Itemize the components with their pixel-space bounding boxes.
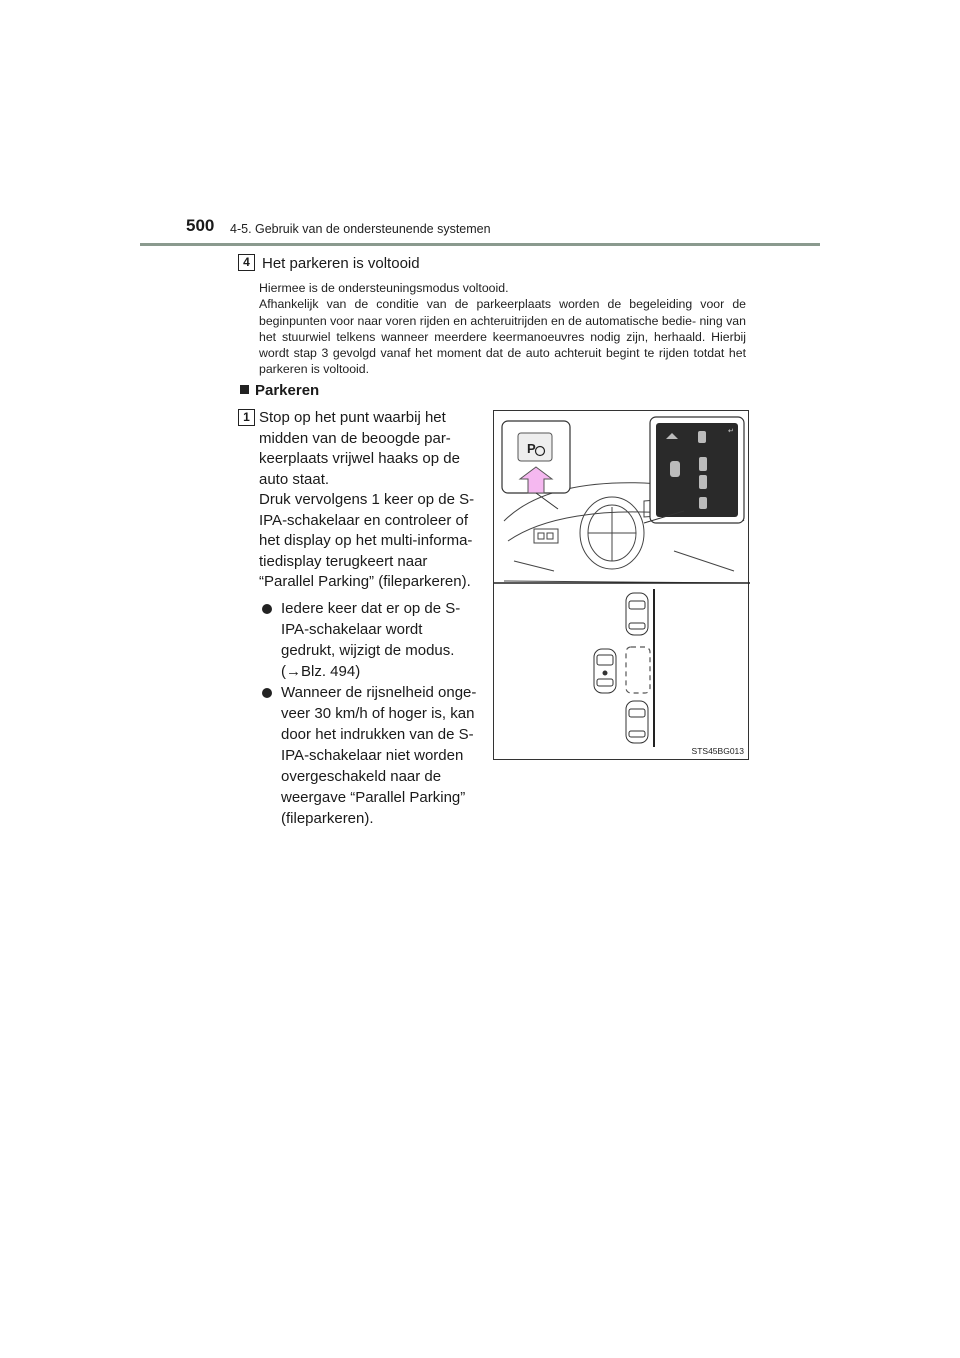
note-body: Afhankelijk van de conditie van de parkeerplaats worden de begeleiding voor de beginpunten voor naar voren rijden en achteruitrijden en de automatische bedie- ning van het stuurwiel telkens wanneer meerdere keermanoeuvres nodig zijn, herhaald. Hierbij wordt stap 3 gevolgd vanaf het moment dat de auto achteruit begint te rijden totdat het parkeren is voltooid.	[259, 297, 746, 377]
bullet-line: overgeschakeld naar de	[281, 768, 442, 785]
bullet-line: door het indrukken van de S-	[281, 726, 474, 743]
parkeren-heading	[240, 382, 319, 399]
step-1-line: tiedisplay terugkeert naar	[259, 552, 428, 570]
step-4-badge: 4	[238, 254, 255, 271]
figure-code: STS45BG013	[691, 746, 744, 756]
page-number: 500	[186, 216, 215, 235]
bullet-line: IPA-schakelaar wordt	[281, 621, 423, 638]
section-title: 4-5. Gebruik van de ondersteunende systemen	[230, 222, 491, 236]
step-1-line: “Parallel Parking” (fileparkeren).	[259, 573, 471, 590]
p-button-icon: P	[527, 441, 536, 456]
step-1-line: het display op het multi-informa-	[259, 532, 473, 549]
step-1-line: midden van de beoogde par-	[259, 429, 451, 447]
parking-illustration	[493, 410, 749, 760]
square-bullet-icon	[240, 385, 249, 394]
step-1-line: IPA-schakelaar en controleer of	[259, 511, 468, 529]
callout-pointer	[536, 493, 558, 509]
step-1-line: Druk vervolgens 1 keer op de S-	[259, 491, 475, 508]
bullet-line: veer 30 km/h of hoger is, kan	[281, 705, 475, 722]
bullet-dot-icon	[262, 688, 272, 698]
bullet-line: (fileparkeren).	[281, 810, 374, 827]
header-divider	[140, 243, 820, 246]
bullet-line: gedrukt, wijzigt de modus.	[281, 642, 455, 659]
bullet-dot-icon	[262, 604, 272, 614]
bullet-line: IPA-schakelaar niet worden	[281, 747, 464, 764]
step-1-badge: 1	[238, 409, 255, 426]
step-1-line: keerplaats vrijwel haaks op de	[259, 450, 460, 467]
bullet-mode-change	[262, 598, 482, 682]
bullet-line: Iedere keer dat er op de S-	[281, 600, 461, 617]
svg-text:↵: ↵	[728, 428, 734, 435]
step-4-note	[259, 280, 746, 378]
step-4-title: Het parkeren is voltooid	[262, 255, 420, 272]
parkeren-heading-text: Parkeren	[255, 382, 320, 399]
step-1-text	[259, 408, 481, 593]
bullet-line: Wanneer de rijsnelheid onge-	[281, 684, 477, 701]
bullet-line: weergave “Parallel Parking”	[281, 789, 466, 806]
step-1-line: auto staat.	[259, 470, 330, 488]
bullet-line: (→Blz. 494)	[281, 663, 361, 680]
illustration-drawing	[494, 411, 750, 761]
parked-cars	[626, 593, 648, 743]
bullet-speed-limit	[262, 682, 482, 829]
note-line-1: Hiermee is de ondersteuningsmodus voltooid.	[259, 281, 509, 295]
target-parking-space	[626, 647, 650, 693]
own-car	[594, 649, 616, 693]
step-1-line: Stop op het punt waarbij het	[259, 409, 446, 426]
